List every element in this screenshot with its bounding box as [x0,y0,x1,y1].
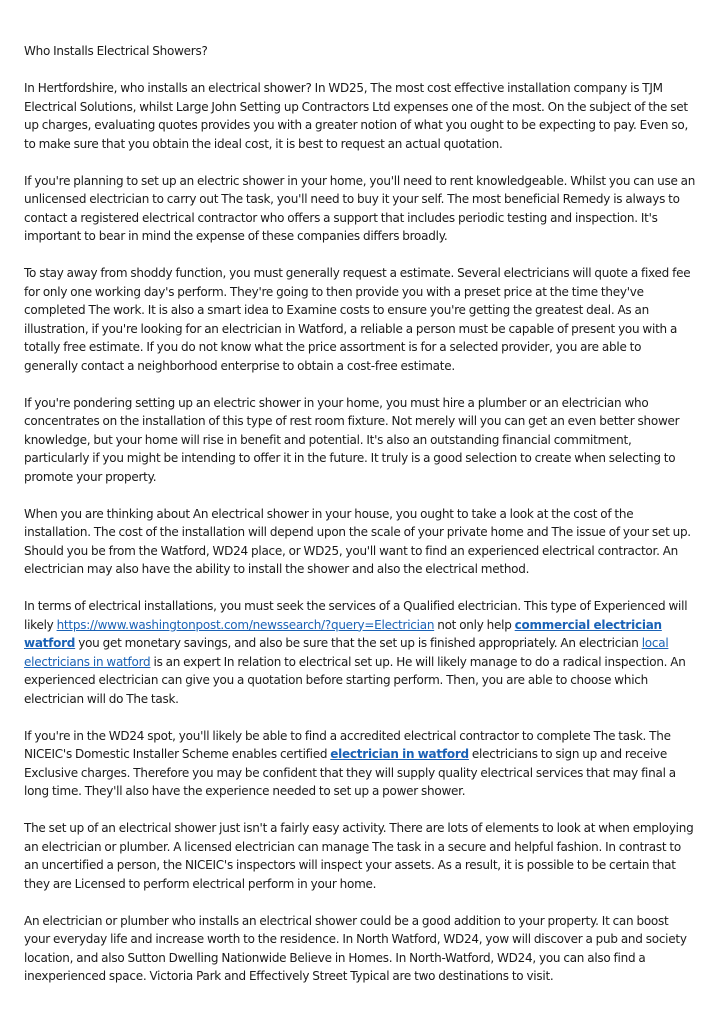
paragraph-6-text-2: not only help [434,617,515,632]
paragraph-6 [24,597,696,708]
paragraph-7-text-2: electricians to sign up and receive Exclusive charges. Therefore you may be confident that they will supply quality electrical services that may final a long time. They'll also have the experience needed to set up a power shower. [24,747,676,798]
paragraph-9: An electrician or plumber who installs an electrical shower could be a good addition to your property. It can boost your everyday life and increase worth to the residence. In North Watford, WD24, yow will discover a pub and society location, and also Sutton Dwelling Nationwide Believe in Homes. In North-Watford, WD24, you can also find a inexperienced space. Victoria Park and Effectively Street Typical are two destinations to visit. [24,913,687,983]
washingtonpost-search-link[interactable]: https://www.washingtonpost.com/newssearch/?query=Electrician [56,617,435,632]
paragraph-7 [24,727,696,801]
paragraph-2: If you're planning to set up an electric shower in your home, you'll need to rent knowledgeable. Whilst you can use an unlicensed electrician to carry out The task, you'll need to buy it your self. The most beneficial Remedy is always to contact a registered electrical contractor who offers a support that includes periodic testing and inspection. It's important to bear in mind the expense of these companies differs broadly. [24,173,696,243]
paragraph-6-text-1: In terms of electrical installations, you must seek the services of a Qualified electrician. This type of Experienced will likely [24,599,688,632]
paragraph-4: If you're pondering setting up an electric shower in your home, you must hire a plumber or an electrician who concentrates on the installation of this type of rest room fixture. Not merely will you can get an even better shower knowledge, but your home will rise in benefit and potential. It's also an outstanding financial commitment, particularly if you might be intending to offer it in the future. It truly is a good selection to create when selecting to promote your property. [24,395,680,484]
paragraph-8: The set up of an electrical shower just isn't a fairly easy activity. There are lots of elements to look at when employing an electrician or plumber. A licensed electrician can manage The task in a secure and helpful fashion. In contrast to an uncertified a person, the NICEIC's inspectors will inspect your assets. As a result, it is possible to be certain that they are Licensed to perform electrical perform in your home. [24,821,694,891]
paragraph-7-text-1: If you're in the WD24 spot, you'll likely be able to find a accredited electrical contractor to complete The task. The NICEIC's Domestic Installer Scheme enables certified [24,728,671,761]
paragraph-6-text-3: you get monetary savings, and also be sure that the set up is finished appropriately. An electrician [75,636,642,650]
local-electricians-watford-link[interactable]: local electricians in watford [24,636,669,669]
document-title: Who Installs Electrical Showers? [24,44,208,58]
paragraph-1: In Hertfordshire, who installs an electrical shower? In WD25, The most cost effective installation company is TJM Electrical Solutions, whilst Large John Setting up Contractors Ltd expenses one of the most. On the subject of the set up charges, evaluating quotes provides you with a greater notion of what you ought to be expecting to pay. Even so, to make sure that you obtain the ideal cost, it is best to request an actual quotation. [24,81,689,151]
paragraph-3: To stay away from shoddy function, you must generally request a estimate. Several electricians will quote a fixed fee for only one working day's perform. They're going to then provide you with a preset price at the time they've completed The work. It is also a smart idea to Examine costs to ensure you're getting the greatest deal. As an illustration, if you're looking for an electrician in Watford, a reliable a person must be capable of present you with a totally free estimate. If you do not know what the price assortment is for a selected provider, you are able to generally contact a neighborhood enterprise to obtain a cost-free estimate. [24,266,691,373]
commercial-electrician-watford-link[interactable]: commercial electrician watford [24,617,662,650]
document-body [24,42,696,1004]
electrician-in-watford-link[interactable]: electrician in watford [330,747,469,761]
paragraph-5: When you are thinking about An electrical shower in your house, you ought to take a look at the cost of the installation. The cost of the installation will depend upon the scale of your private home and The issue of your set up. Should you be from the Watford, WD24 place, or WD25, you'll want to find an experienced electrical contractor. An electrician may also have the ability to install the shower and also the electrical method. [24,506,691,576]
paragraph-6-text-4: is an expert In relation to electrical set up. He will likely manage to do a radical inspection. An experienced electrician can give you a quotation before starting perform. Then, you are able to choose which electrician will do The task. [24,654,686,706]
